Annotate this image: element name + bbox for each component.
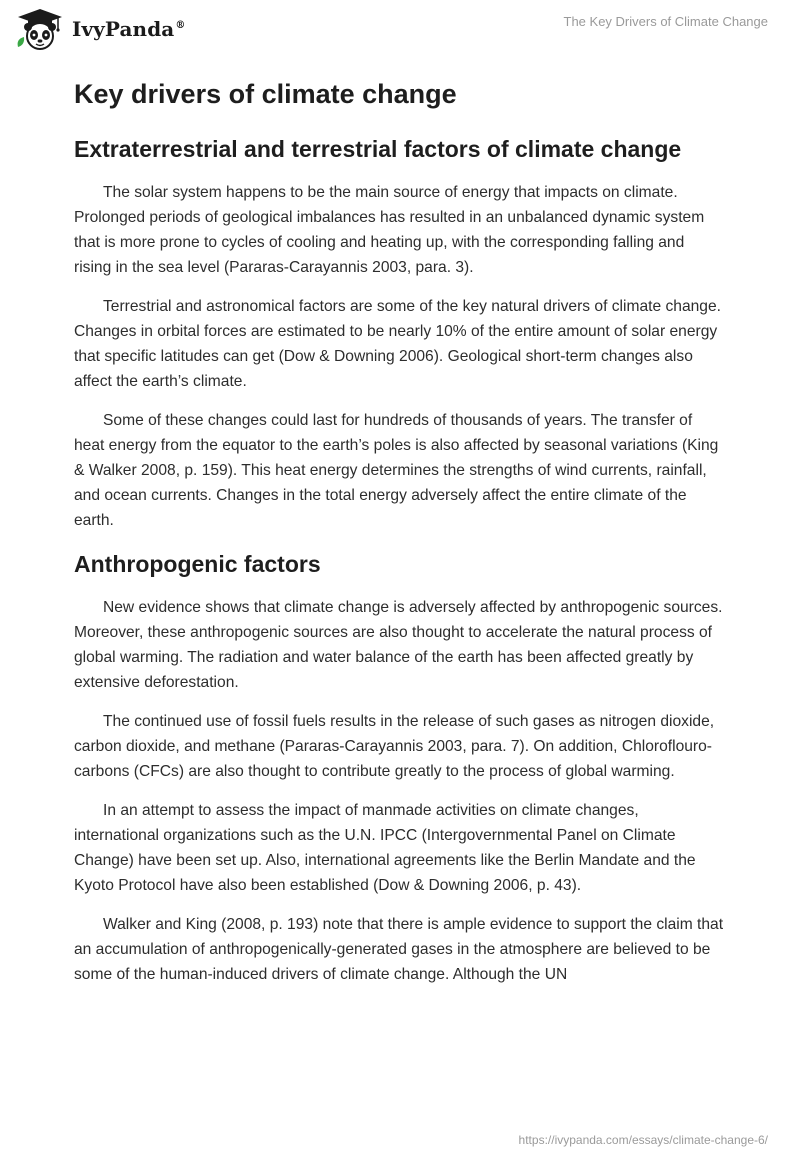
- paragraph: Terrestrial and astronomical factors are some of the key natural drivers of climate change. Changes in orbital forces are estimated to be nearly 10% of the entire amount of solar energy that specific latitudes can get (Dow & Downing 2006). Geological short-term changes also affect the earth’s climate.: [74, 298, 721, 390]
- paragraph: The solar system happens to be the main source of energy that impacts on climate. Prolonged periods of geological imbalances has resulted in an unbalanced dynamic system that is more prone to cycles of cooling and heating up, with the corresponding falling and rising in the sea level (Pararas-Carayannis 2003, para. 3).: [74, 184, 705, 276]
- paragraph: Some of these changes could last for hundreds of thousands of years. The transfer of heat energy from the equator to the earth’s poles is also affected by seasonal variations (King & Walker 2008, p. 159). This heat energy determines the strengths of wind currents, rainfall, and ocean currents. Changes in the total energy adversely affect the entire climate of the earth.: [74, 412, 719, 529]
- article: [74, 70, 724, 987]
- brand-logo[interactable]: [14, 7, 185, 51]
- document-title: The Key Drivers of Climate Change: [563, 14, 768, 29]
- section-heading: Anthropogenic factors: [74, 551, 321, 577]
- paragraph: The continued use of fossil fuels results in the release of such gases as nitrogen dioxide, carbon dioxide, and methane (Pararas-Carayannis 2003, para. 7). On addition, Chloroflouro-carbons (CFCs) are also thought to contribute greatly to the process of global warming.: [74, 713, 715, 780]
- paragraph: New evidence shows that climate change is adversely affected by anthropogenic sources. Moreover, these anthropogenic sources are also thought to accelerate the natural process of global warming. The radiation and water balance of the earth has been affected greatly by extensive deforestation.: [74, 599, 723, 691]
- brand-name: IvyPanda®: [72, 17, 186, 41]
- source-url[interactable]: https://ivypanda.com/essays/climate-change-6/: [518, 1133, 768, 1147]
- panda-graduate-icon: [14, 7, 66, 51]
- page-header: [0, 0, 800, 60]
- page-title: Key drivers of climate change: [74, 79, 457, 109]
- section-heading: Extraterrestrial and terrestrial factors of climate change: [74, 136, 682, 162]
- paragraph: Walker and King (2008, p. 193) note that there is ample evidence to support the claim that an accumulation of anthropogenically-generated gases in the atmosphere are believed to be some of the human-induced drivers of climate change. Although the UN: [74, 916, 724, 983]
- paragraph: In an attempt to assess the impact of manmade activities on climate changes, international organizations such as the U.N. IPCC (Intergovernmental Panel on Climate Change) have been set up. Also, international agreements like the Berlin Mandate and the Kyoto Protocol have also been established (Dow & Downing 2006, p. 43).: [74, 802, 696, 894]
